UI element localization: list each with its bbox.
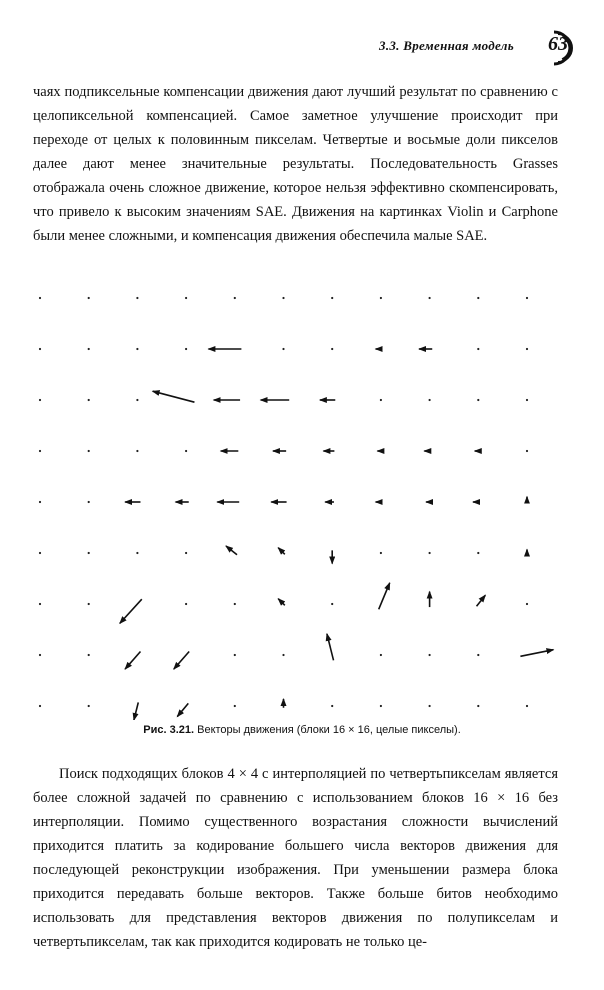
zero-vector-dot [185, 603, 187, 605]
running-head: 3.3. Временная модель [379, 38, 514, 53]
zero-vector-dot [282, 654, 284, 656]
zero-vector-dot [477, 654, 479, 656]
zero-vector-dot [477, 348, 479, 350]
zero-vector-dot [39, 450, 41, 452]
zero-vector-dot [477, 705, 479, 707]
zero-vector-dot [331, 705, 333, 707]
paragraph-bottom: Поиск подходящих блоков 4 × 4 с интерполяцией по четвертьпикселам является более сложной задачей по сравнению с использованием блоков 16 × 16 без интерполяции. Помимо существенного возрастания сложности вычислений приходится платить за кодирование большего числа векторов движения для последующей реконструкции изображения. При уменьшении размера блока приходится передавать больше векторов. Также больше битов необходимо использовать для представления векторов движения по полупикселам и четвертьпикселам, так как приходится кодировать не только це- [33, 766, 558, 950]
motion-vector-arrow [134, 702, 138, 720]
zero-vector-dot [39, 705, 41, 707]
zero-vector-dot [380, 399, 382, 401]
zero-vector-dot [526, 297, 528, 299]
zero-vector-dot [526, 705, 528, 707]
zero-vector-dot [526, 399, 528, 401]
zero-vector-dot [429, 399, 431, 401]
zero-vector-dot [526, 603, 528, 605]
zero-vector-dot [88, 348, 90, 350]
motion-vector-arrow [120, 599, 142, 623]
zero-vector-dot [429, 297, 431, 299]
motion-vector-arrow [278, 599, 285, 606]
zero-vector-dot [185, 552, 187, 554]
zero-vector-dot [88, 297, 90, 299]
zero-vector-dot [429, 552, 431, 554]
motion-vector-arrow [379, 583, 390, 609]
motion-vector-arrow [125, 651, 140, 669]
zero-vector-dot [331, 297, 333, 299]
zero-vector-dot [282, 297, 284, 299]
zero-vector-dot [477, 552, 479, 554]
zero-vector-dot [234, 705, 236, 707]
zero-vector-dot [88, 501, 90, 503]
zero-vector-dot [88, 450, 90, 452]
zero-vector-dot [234, 297, 236, 299]
zero-vector-dot [88, 399, 90, 401]
caption-label: Рис. 3.21. [143, 724, 195, 736]
motion-vector-arrow [177, 703, 188, 716]
zero-vector-dot [39, 552, 41, 554]
motion-vector-arrow [327, 634, 334, 660]
motion-vector-arrow [477, 595, 486, 606]
zero-vector-dot [136, 297, 138, 299]
motion-vector-arrow [278, 548, 285, 555]
page-number: 63 [548, 33, 568, 55]
zero-vector-dot [282, 348, 284, 350]
zero-vector-dot [88, 705, 90, 707]
motion-vector-arrow [174, 651, 189, 669]
zero-vector-dot [136, 552, 138, 554]
zero-vector-dot [331, 603, 333, 605]
zero-vector-dot [477, 297, 479, 299]
zero-vector-dot [331, 348, 333, 350]
zero-vector-dot [526, 348, 528, 350]
zero-vector-dot [380, 297, 382, 299]
zero-vector-dot [477, 399, 479, 401]
zero-vector-dot [234, 603, 236, 605]
zero-vector-dot [380, 654, 382, 656]
zero-vector-dot [380, 552, 382, 554]
zero-vector-dot [39, 603, 41, 605]
zero-vector-dot [185, 348, 187, 350]
zero-vector-dot [39, 501, 41, 503]
zero-vector-dot [526, 450, 528, 452]
zero-vector-dot [429, 654, 431, 656]
zero-vector-dot [88, 654, 90, 656]
zero-vector-dot [234, 654, 236, 656]
zero-vector-dot [136, 399, 138, 401]
zero-vector-dot [185, 450, 187, 452]
zero-vector-dot [136, 450, 138, 452]
paragraph-top: чаях подпиксельные компенсации движения дают лучший результат по сравнению с целопиксельной компенсацией. Самое заметное улучшение происходит при переходе от целых к половинным пикселам. Четвертые и восьмые доли пикселов далее дают менее значительные результаты. Последовательность Grasses отображала очень сложное движение, которое нельзя эффективно скомпенсировать, что привело к высоким значениям SAE. Движения на картинках Violin и Carphone были менее сложными, и компенсация движения обеспечила малые SAE. [33, 84, 558, 244]
motion-vector-arrow [153, 391, 195, 402]
motion-vector-arrow [226, 546, 237, 555]
zero-vector-dot [39, 399, 41, 401]
zero-vector-dot [39, 297, 41, 299]
zero-vector-dot [39, 348, 41, 350]
zero-vector-dot [39, 654, 41, 656]
zero-vector-dot [88, 552, 90, 554]
zero-vector-dot [380, 705, 382, 707]
zero-vector-dot [136, 348, 138, 350]
caption-text: Векторы движения (блоки 16 × 16, целые пикселы). [197, 724, 461, 736]
zero-vector-dot [185, 297, 187, 299]
figure-caption [0, 724, 604, 736]
motion-vector-arrow [520, 650, 553, 657]
zero-vector-dot [429, 705, 431, 707]
zero-vector-dot [88, 603, 90, 605]
motion-vector-figure [0, 280, 604, 720]
